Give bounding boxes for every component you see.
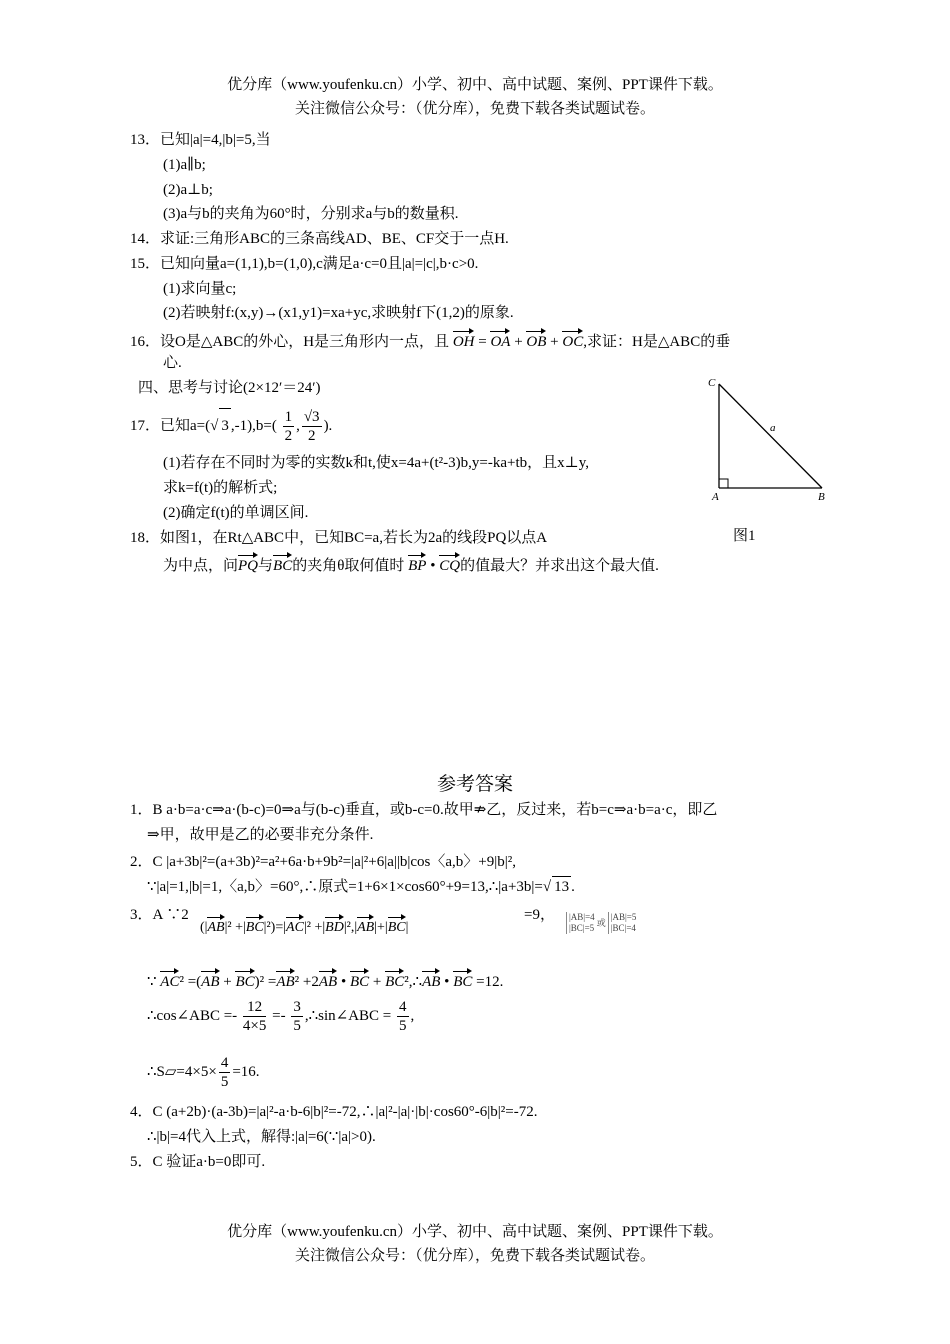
vector-OB: OB [526, 328, 546, 352]
q17-part2: (2)确定f(t)的单调区间. [163, 505, 309, 521]
fraction-sqrt3-2 [302, 408, 322, 445]
q13-text: 已知|a|=4,|b|=5,当 [160, 132, 271, 148]
sqrt-symbol: √ [542, 879, 552, 895]
answer-3-condition [200, 914, 408, 938]
q18-line2 [163, 552, 659, 576]
q18-number: 18． [130, 530, 161, 546]
a3-l3a: ∴cos∠ABC =- [147, 1008, 238, 1024]
fraction-numerator: 4 [399, 999, 407, 1016]
answer-3-line4 [147, 1052, 260, 1092]
footer-line-2: 关注微信公众号：（优分库），免费下载各类试题试卷。 [294, 1248, 655, 1264]
q17-comma: , [296, 418, 300, 434]
answer-2-line2 [147, 876, 575, 897]
fraction-numerator: 4 [220, 1055, 229, 1072]
vector-CQ: CQ [439, 552, 460, 576]
q14-number: 14． [130, 231, 161, 247]
vector-BC: BC [385, 968, 404, 992]
q18-pre: 为中点，问 [163, 558, 239, 574]
q17-sqrt3: 3 [219, 408, 231, 443]
figure-1-triangle [700, 370, 840, 510]
a3-l2f: • [340, 974, 347, 990]
q15-part1: (1)求向量c; [163, 281, 237, 297]
fraction-4-5 [397, 998, 409, 1035]
q16-continuation: 心. [163, 355, 182, 371]
a3-l3c: ,∴sin∠ABC = [304, 1008, 392, 1024]
q16-pre: 设O是△ABC的外心，H是三角形内一点，且 [160, 334, 450, 350]
answer-3-line1 [130, 905, 189, 925]
answer-3-line2 [147, 968, 503, 992]
vector-AB: AB [276, 968, 294, 992]
vector-OA: OA [490, 328, 510, 352]
vector-AC: AC [160, 968, 179, 992]
vertex-A-label: A [712, 491, 719, 503]
a3-l2g: + [372, 974, 382, 990]
fraction-denominator: 2 [307, 428, 316, 445]
fraction-denominator: 5 [293, 1018, 301, 1035]
q18-dot: • [430, 558, 436, 574]
footer-line-1: 优分库（www.youfenku.cn）小学、初中、高中试题、案例、PPT课件下载。 [227, 1224, 723, 1240]
q13-part3: (3)a与b的夹角为60°时，分别求a与b的数量积. [163, 206, 459, 222]
q15-part2: (2)若映射f:(x,y)→(x1,y1)=xa+yc,求映射f下(1,2)的原象. [163, 305, 514, 321]
case-2-b: |BC|=4 [610, 923, 636, 933]
q15-stem [130, 254, 478, 274]
fraction-denominator: 5 [399, 1018, 407, 1035]
vector-AB: AB [357, 914, 374, 938]
vector-AB: AB [201, 968, 219, 992]
header-line-2: 关注微信公众号：（优分库），免费下载各类试题试卷。 [294, 101, 655, 117]
a3-l2i: • [444, 974, 450, 990]
a3-l2c: + [223, 974, 232, 990]
fraction-denominator: 4×5 [242, 1018, 267, 1035]
vector-AB: AB [207, 914, 224, 938]
fraction-3-5 [291, 998, 303, 1035]
case-2-a: |AB|=5 [610, 912, 637, 922]
case-2 [608, 912, 637, 934]
q16-post: ,求证：H是△ABC的垂 [583, 334, 731, 350]
vector-BC: BC [453, 968, 472, 992]
q13-number: 13． [130, 132, 161, 148]
a3-l2b: ² =( [179, 974, 202, 990]
fraction-numerator: 3 [293, 999, 301, 1016]
a3-l2d: )² = [254, 974, 277, 990]
vector-AC: AC [286, 914, 304, 938]
side-CB [719, 384, 822, 488]
fraction-4-5 [219, 1054, 231, 1091]
q13-stem [130, 130, 271, 150]
case-1 [566, 912, 595, 934]
q17-pre: 已知a=( [160, 418, 211, 434]
answers-title: 参考答案 [436, 774, 513, 795]
a3-p7: | [405, 920, 409, 935]
q17-part1: (1)若存在不同时为零的实数k和t,使x=4a+(t²-3)b,y=-ka+tb，且x⊥y, [163, 455, 590, 471]
vector-BC: BC [273, 552, 292, 576]
answer-4-line1: 4．C (a+2b)·(a-3b)=|a|²-a·b-6|b|²=-72,∴|a|²-|a|·|b|·cos60°-6|b|²=-72. [130, 1104, 538, 1120]
vector-OH: OH [453, 328, 475, 352]
vector-OC: OC [562, 328, 583, 352]
answer-2-sqrt13: 13 [552, 876, 571, 897]
vector-AB: AB [422, 968, 440, 992]
answer-3-eq9: =9， [524, 907, 555, 923]
q16-plus1: + [514, 334, 523, 350]
q13-part2: (2)a⊥b; [163, 182, 213, 198]
a3-l2h: ²,∴ [404, 974, 423, 990]
right-angle-mark [719, 479, 728, 488]
answer-4-line2: ∴|b|=4代入上式，解得:|a|=6(∵|a|>0). [147, 1129, 376, 1145]
q16-stem [130, 328, 730, 352]
a3-l4a: ∴S▱=4×5× [147, 1064, 217, 1080]
fraction-numerator: √3 [303, 409, 320, 426]
a3-p5: |²,| [343, 920, 358, 935]
vector-BC: BC [350, 968, 369, 992]
a3-l2j: =12. [476, 974, 504, 990]
answer-5: 5．C 验证a·b=0即可. [130, 1154, 266, 1170]
fraction-1-2 [283, 408, 295, 445]
q14-text: 求证:三角形ABC的三条高线AD、BE、CF交于一点H. [160, 231, 509, 247]
a3-l3e: , [410, 1008, 415, 1024]
q18-post: 的值最大？并求出这个最大值. [460, 558, 659, 574]
answer-3-line3 [147, 996, 414, 1036]
header-line-1: 优分库（www.youfenku.cn）小学、初中、高中试题、案例、PPT课件下载。 [227, 77, 723, 93]
q18-mid2: 的夹角θ取何值时 [292, 558, 405, 574]
q16-eq: = [478, 334, 487, 350]
a3-p6: |+| [374, 920, 388, 935]
a3-l2e: ² +2 [294, 974, 319, 990]
q13-part1: (1)a∥b; [163, 157, 206, 173]
answer-3-head: 3．A ∵2 [130, 907, 189, 923]
q18-mid: 与 [258, 558, 274, 574]
answer-2-text: ∵|a|=1,|b|=1,〈a,b〉=60°,∴原式=1+6×1×cos60°+9=13,∴|a+3b|= [147, 879, 543, 895]
vector-BP: BP [408, 552, 426, 576]
q15-text: 已知向量a=(1,1),b=(1,0),c满足a·c=0且|a|=|c|,b·c>0. [160, 256, 479, 272]
vector-BD: BD [325, 914, 344, 938]
a3-p3: |²)=| [263, 920, 287, 935]
a3-l3b: =- [272, 1008, 286, 1024]
answer-1-line2: ⇒甲，故甲是乙的必要非充分条件. [147, 827, 374, 843]
a3-l2a: ∵ [147, 974, 157, 990]
q18-text-1: 如图1，在Rt△ABC中，已知BC=a,若长为2a的线段PQ以点A [160, 530, 548, 546]
vector-BC: BC [235, 968, 254, 992]
fraction-denominator: 2 [284, 428, 293, 445]
answer-2-line1: 2．C |a+3b|²=(a+3b)²=a²+6a·b+9b²=|a|²+6|a||b|cos〈a,b〉+9|b|², [130, 854, 516, 870]
q17-number: 17． [130, 418, 161, 434]
q18-line1 [130, 528, 547, 548]
vertex-B-label: B [818, 491, 825, 503]
vector-BC: BC [388, 914, 406, 938]
vertex-C-label: C [708, 377, 716, 389]
a3-p2: |² +| [224, 920, 246, 935]
a3-l4b: =16. [232, 1064, 260, 1080]
vector-PQ: PQ [238, 552, 258, 576]
sqrt-symbol: √ [210, 418, 219, 434]
fraction-denominator: 5 [220, 1074, 229, 1091]
a3-p1: (| [200, 920, 208, 935]
case-1-b: |BC|=5 [569, 923, 595, 933]
q17-part1b: 求k=f(t)的解析式; [163, 480, 278, 496]
a3-p4: |² +| [303, 920, 326, 935]
q15-number: 15． [130, 256, 161, 272]
fraction-numerator: 12 [243, 998, 266, 1017]
vector-BC: BC [246, 914, 264, 938]
side-a-label: a [770, 422, 776, 434]
vector-AB: AB [319, 968, 337, 992]
q17-post: ). [323, 418, 333, 434]
q16-plus2: + [550, 334, 559, 350]
answer-3-cases [566, 912, 636, 934]
q17-stem [130, 408, 332, 445]
q14 [130, 229, 509, 249]
case-1-a: |AB|=4 [569, 912, 595, 922]
answer-2-post: . [571, 879, 575, 895]
fraction-12-20 [243, 998, 266, 1035]
figure-caption: 图1 [733, 528, 756, 544]
case-or: 或 [596, 917, 606, 928]
answer-1-line1: 1．B a·b=a·c⇒a·(b-c)=0⇒a与(b-c)垂直，或b-c=0.故甲⇏乙，反过来，若b=c⇒a·b=a·c，即乙 [130, 802, 718, 818]
q17-mid: ,-1),b=( [230, 418, 277, 434]
section-4-title: 四、思考与讨论(2×12′＝24′) [138, 380, 321, 396]
q16-number: 16． [130, 334, 161, 350]
fraction-numerator: 1 [284, 409, 293, 426]
